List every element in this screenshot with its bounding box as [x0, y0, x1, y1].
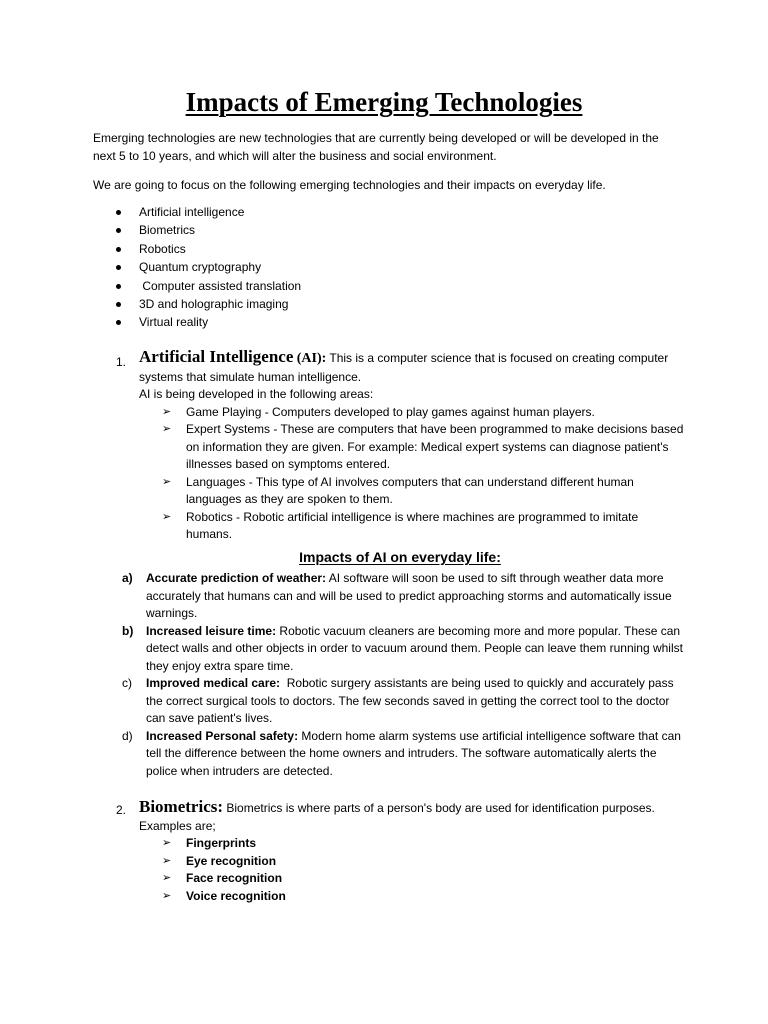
- section-heading: Artificial Intelligence: [139, 347, 294, 366]
- section-biometrics-content: [139, 798, 684, 905]
- arrow-bullet-icon: ➢: [162, 889, 172, 902]
- item-label: c): [122, 676, 132, 690]
- list-item-text: Face recognition: [186, 871, 283, 885]
- section-number: 2.: [116, 803, 127, 817]
- item-text: Robotic surgery assistants are being used to quickly and accurately pass the correct surgical tools to doctors. The few seconds saved in getting the correct tool to the doctor can save patient's lives.: [146, 676, 677, 725]
- list-item-text: Eye recognition: [186, 853, 277, 868]
- section-number: 1.: [116, 355, 127, 369]
- list-item-text: Languages - This type of AI involves computers that can understand different human languages as they are spoken to them.: [186, 474, 634, 506]
- list-item: [0, 623, 686, 676]
- bullet-dot-icon: [116, 284, 121, 289]
- list-item-text: Computer assisted translation: [139, 278, 302, 293]
- ai-areas-list: [92, 404, 684, 544]
- arrow-bullet-icon: ➢: [162, 510, 172, 523]
- list-item-text: Game Playing - Computers developed to play games against human players.: [186, 404, 595, 419]
- item-label: b): [122, 623, 134, 638]
- section-description: This is a computer science that is focused on creating computer systems that simulate human intelligence.: [139, 351, 669, 384]
- arrow-bullet-icon: ➢: [162, 837, 172, 849]
- list-item: [139, 509, 684, 544]
- list-item-text: Voice recognition: [186, 888, 286, 903]
- bullet-dot-icon: [116, 265, 121, 270]
- list-item: [139, 853, 684, 871]
- bullet-dot-icon: [116, 247, 121, 252]
- biometrics-examples-list: [92, 835, 684, 905]
- section-ai-content: [139, 348, 684, 544]
- intro-paragraph-2: We are going to focus on the following emerging technologies and their impacts on everyday life.: [93, 178, 606, 192]
- bullet-dot-icon: [116, 320, 121, 325]
- list-item-text: Biometrics: [139, 223, 196, 238]
- list-item: [0, 295, 301, 313]
- section-heading: Biometrics:: [139, 797, 224, 816]
- item-title: Accurate prediction of weather:: [146, 571, 327, 585]
- section-abbr: (AI):: [296, 351, 327, 366]
- list-item: [139, 888, 684, 906]
- arrow-bullet-icon: ➢: [162, 475, 172, 488]
- list-item: [139, 835, 684, 853]
- areas-intro: AI is being developed in the following areas:: [139, 387, 374, 401]
- ai-impacts-list: [0, 570, 768, 780]
- list-item-text: Expert Systems - These are computers that have been programmed to make decisions based on information they are given. For example: Medical expert systems can diagnose patient's illnesses based on symptoms entered.: [186, 422, 684, 471]
- bullet-dot-icon: [116, 210, 121, 215]
- item-label: d): [122, 728, 133, 743]
- list-item-text: Robotics: [139, 241, 186, 256]
- list-item-text: Robotics - Robotic artificial intelligence is where machines are programmed to imitate humans.: [186, 509, 639, 541]
- list-item: [0, 675, 686, 728]
- item-label: a): [122, 571, 133, 585]
- item-title: Increased leisure time:: [146, 623, 277, 638]
- section-description: Biometrics is where parts of a person's body are used for identification purposes. Examples are;: [139, 801, 655, 833]
- list-item: [0, 570, 686, 623]
- list-item: [0, 313, 301, 331]
- list-item: [0, 728, 686, 781]
- document-title: Impacts of Emerging Technologies: [185, 87, 583, 117]
- arrow-bullet-icon: ➢: [162, 405, 172, 418]
- arrow-bullet-icon: ➢: [162, 423, 172, 435]
- list-item: [139, 404, 684, 422]
- list-item: [0, 277, 301, 295]
- list-item-text: Fingerprints: [186, 836, 257, 850]
- list-item-text: Artificial intelligence: [139, 205, 245, 219]
- arrow-bullet-icon: ➢: [162, 854, 172, 867]
- item-title: Increased Personal safety:: [146, 728, 299, 743]
- intro-paragraph-1: Emerging technologies are new technologies that are currently being developed or will be developed in the next 5 to 10 years, and which will alter the business and social environment.: [93, 131, 659, 163]
- item-text: AI software will soon be used to sift through weather data more accurately that humans can and will be used to predict approaching storms and automatically issue warnings.: [146, 571, 672, 620]
- list-item: [139, 870, 684, 888]
- item-text: Robotic vacuum cleaners are becoming more and more popular. These can detect walls and other objects in order to vacuum around them. People can leave them running whilst they enjoy extra spare time.: [146, 623, 683, 673]
- arrow-bullet-icon: ➢: [162, 872, 172, 884]
- item-title: Improved medical care:: [146, 676, 281, 690]
- list-item-text: Virtual reality: [139, 315, 209, 330]
- list-item: [0, 240, 301, 258]
- list-item: [139, 474, 684, 509]
- list-item: [0, 203, 301, 221]
- list-item: [139, 421, 684, 474]
- technology-list: [0, 203, 301, 332]
- list-item-text: 3D and holographic imaging: [139, 296, 289, 311]
- impacts-heading: Impacts of AI on everyday life:: [299, 549, 501, 565]
- bullet-dot-icon: [116, 228, 121, 233]
- list-item-text: Quantum cryptography: [139, 260, 262, 275]
- list-item: [0, 258, 301, 276]
- item-text: Modern home alarm systems use artificial intelligence software that can tell the difference between the home owners and intruders. The software automatically alerts the police when intruders are detected.: [146, 728, 681, 778]
- bullet-dot-icon: [116, 302, 121, 307]
- list-item: [0, 221, 301, 239]
